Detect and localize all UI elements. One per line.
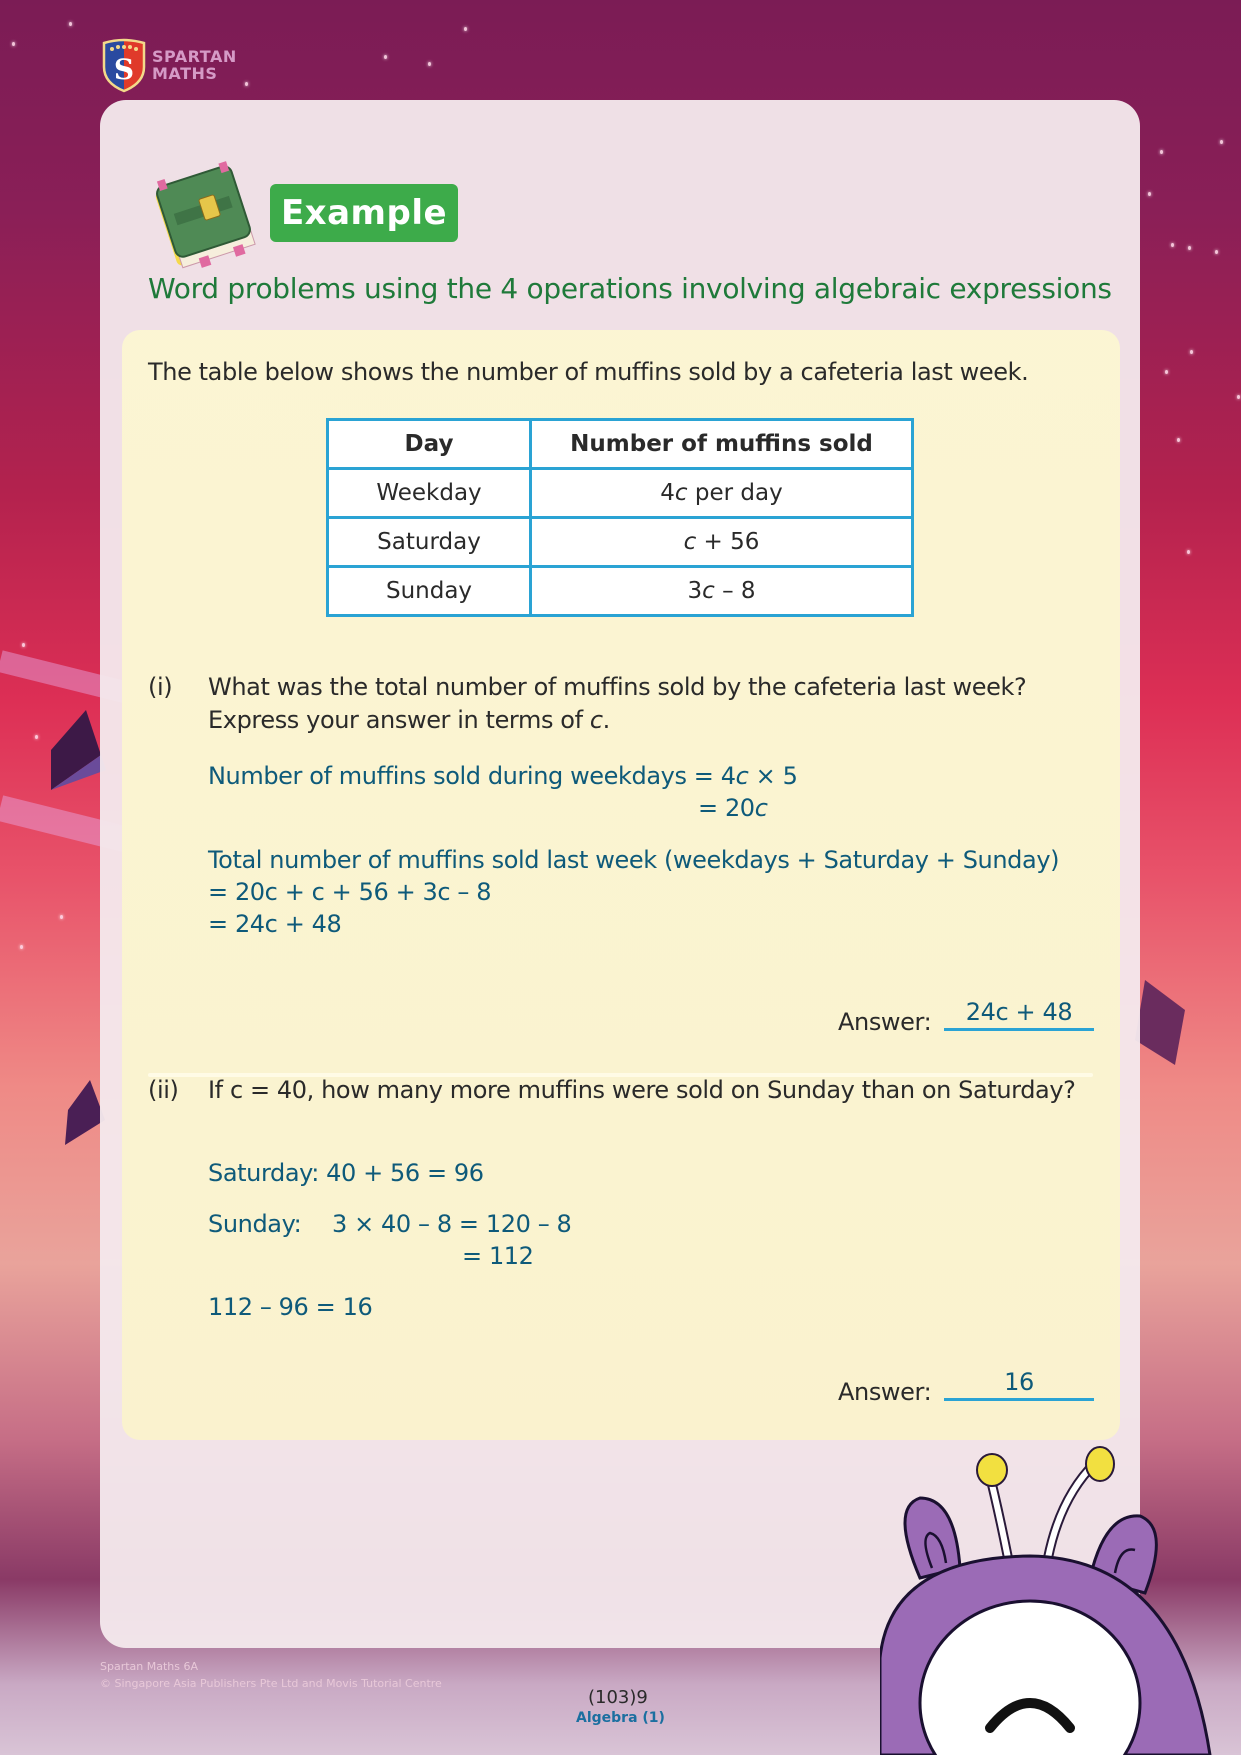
muffins-table xyxy=(326,418,914,617)
muffins-cell: 4c per day xyxy=(531,469,913,518)
alien-mascot-icon xyxy=(880,1428,1241,1755)
footer-copyright: © Singapore Asia Publishers Pte Ltd and Movis Tutorial Centre xyxy=(100,1677,442,1690)
crystal-shard-icon xyxy=(46,710,106,790)
total-working-line-2: = 24c + 48 xyxy=(208,910,342,938)
shield-logo-icon xyxy=(100,37,148,93)
day-cell: Sunday xyxy=(328,567,531,616)
sunday-working-label: Sunday: xyxy=(208,1210,302,1238)
day-cell: Saturday xyxy=(328,518,531,567)
part-ii-answer-value: 16 xyxy=(1004,1368,1034,1396)
section-subtitle: Word problems using the 4 operations involving algebraic expressions xyxy=(148,272,1112,305)
difference-working: 112 – 96 = 16 xyxy=(208,1293,373,1321)
sunday-working-line-2: = 112 xyxy=(462,1242,534,1270)
spartan-maths-logo xyxy=(100,37,237,93)
day-cell: Weekday xyxy=(328,469,531,518)
total-working-line-1: = 20c + c + 56 + 3c – 8 xyxy=(208,878,492,906)
part-ii-label-text: (ii) xyxy=(148,1076,179,1104)
book-icon xyxy=(146,160,266,272)
example-badge: Example xyxy=(270,184,458,242)
chapter-topic: Algebra (1) xyxy=(576,1710,665,1726)
column-header-day: Day xyxy=(328,420,531,469)
total-working-label: Total number of muffins sold last week (weekdays + Saturday + Sunday) xyxy=(208,846,1060,874)
column-header-muffins: Number of muffins sold xyxy=(531,420,913,469)
part-i-answer-value: 24c + 48 xyxy=(965,998,1073,1026)
brand-line-1: SPARTAN xyxy=(152,47,237,66)
part-i-answer-line xyxy=(944,1028,1094,1031)
part-ii-question: If c = 40, how many more muffins were sold on Sunday than on Saturday? xyxy=(208,1076,1076,1104)
part-i-question-line-2: Express your answer in terms of c. xyxy=(208,706,610,734)
table-row xyxy=(328,518,913,567)
problem-intro: The table below shows the number of muffins sold by a cafeteria last week. xyxy=(148,358,1029,386)
page-number: (103)9 xyxy=(588,1687,648,1708)
muffins-cell: c + 56 xyxy=(531,518,913,567)
svg-text:S: S xyxy=(113,53,135,86)
part-i-label: (i) xyxy=(148,673,173,701)
footer-book-title: Spartan Maths 6A xyxy=(100,1660,199,1673)
part-i-question-line-1: What was the total number of muffins sold by the cafeteria last week? xyxy=(208,673,1027,701)
saturday-working: Saturday: 40 + 56 = 96 xyxy=(208,1159,484,1187)
weekday-working-line-2: = 20c xyxy=(698,794,768,822)
part-i-answer-label: Answer: xyxy=(838,1008,932,1036)
part-ii-answer-label: Answer: xyxy=(838,1378,932,1406)
sunday-working-line-1: 3 × 40 – 8 = 120 – 8 xyxy=(332,1210,572,1238)
table-row xyxy=(328,469,913,518)
crystal-shard-icon xyxy=(1135,980,1195,1070)
muffins-cell: 3c – 8 xyxy=(531,567,913,616)
brand-line-2: MATHS xyxy=(152,64,218,83)
table-header-row xyxy=(328,420,913,469)
weekday-working-line-1: Number of muffins sold during weekdays = 4c × 5 xyxy=(208,762,798,790)
part-ii-answer-line xyxy=(944,1398,1094,1401)
table-row xyxy=(328,567,913,616)
